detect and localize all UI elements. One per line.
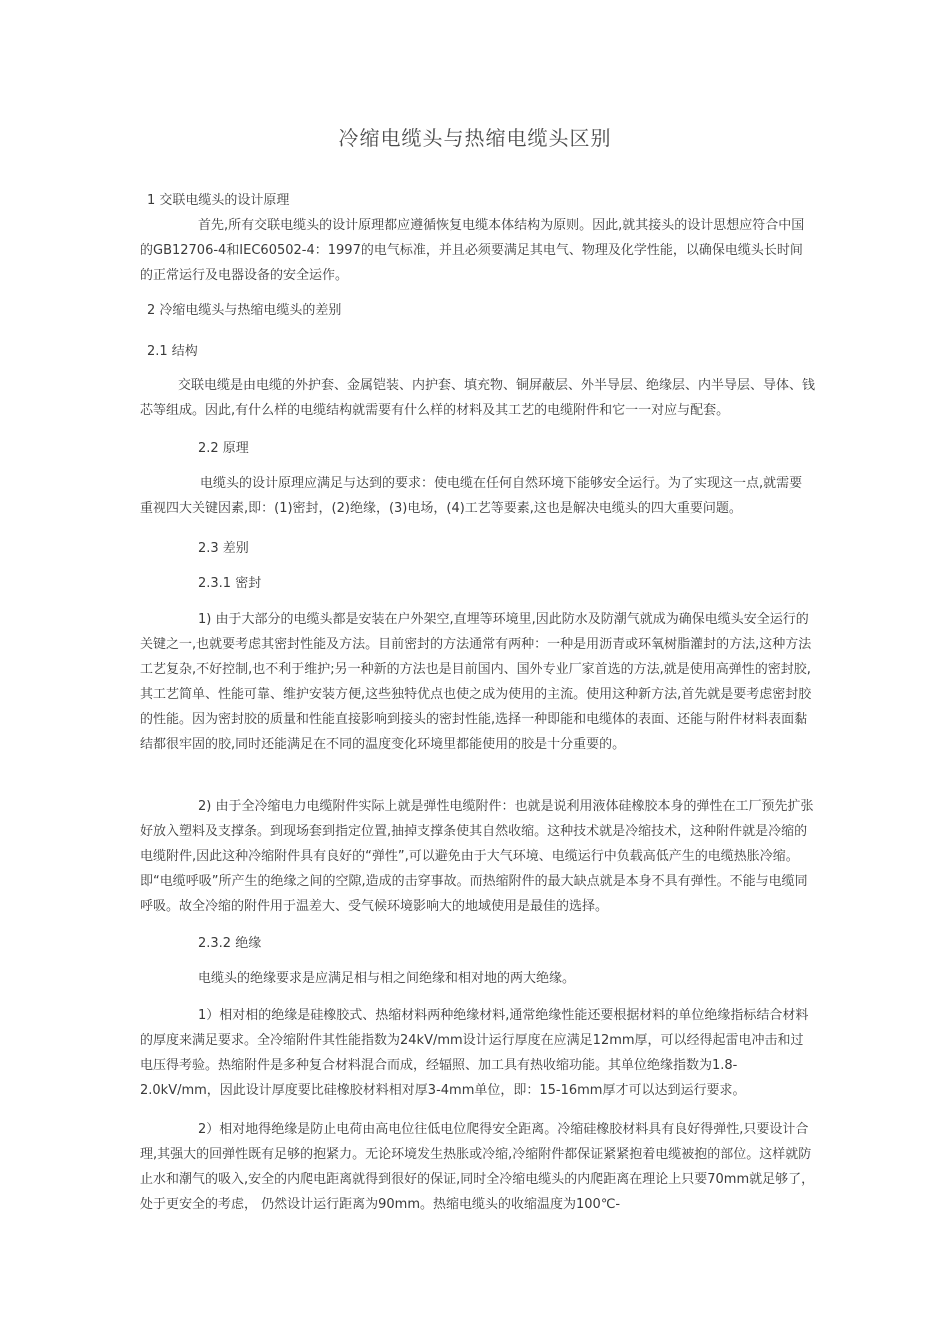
section-2-2-heading: 2.2 原理: [198, 441, 249, 456]
section-2-1-heading: 2.1 结构: [147, 344, 198, 359]
section-2-3-heading: 2.3 差别: [198, 541, 249, 556]
section-2-heading: 2 冷缩电缆头与热缩电缆头的差别: [147, 303, 342, 318]
sealing-paragraph-1: 1) 由于大部分的电缆头都是安装在户外架空,直埋等环境里,因此防水及防潮气就成为确保电缆头安全运行的关键之一,也就要考虑其密封性能及方法。目前密封的方法通常有两种：一种是用沥青或环氧树脂灌封的方法,这种方法工艺复杂,不好控制,也不利于维护;另一种新的方法也是目前国内、国外专业厂家首选的方法,就是使用高弹性的密封胶,其工艺简单、性能可靠、维护安装方便,这些独特优点也使之成为使用的主流。使用这种新方法,首先就是要考虑密封胶的性能。因为密封胶的质量和性能直接影响到接头的密封性能,选择一种即能和电缆体的表面、还能与附件材料表面黏结都很牢固的胶,同时还能满足在不同的温度变化环境里都能使用的胶是十分重要的。: [140, 612, 812, 752]
section-2-1-paragraph: 交联电缆是由电缆的外护套、金属铠装、内护套、填充物、铜屏蔽层、外半导层、绝缘层、内半导层、导体、钱芯等组成。因此,有什么样的电缆结构就需要有什么样的材料及其工艺的电缆附件和它一一对应与配套。: [140, 378, 816, 418]
section-2-3-2-heading: 2.3.2 绝缘: [198, 936, 262, 951]
insulation-paragraph-2: 2）相对地得绝缘是防止电荷由高电位往低电位爬得安全距离。冷缩硅橡胶材料具有良好得弹性,只要设计合理,其强大的回弹性既有足够的抱紧力。无论环境发生热胀或冷缩,冷缩附件都保证紧紧抱着电缆被抱的部位。这样就防止水和潮气的吸入,安全的内爬电距离就得到很好的保证,同时全冷缩电缆头的内爬距离在理论上只要70mm就足够了， 处于更安全的考虑， 仍然设计运行距离为90mm。热缩电缆头的收缩温度为100℃-: [140, 1122, 815, 1212]
section-2-3-1-heading: 2.3.1 密封: [198, 576, 262, 591]
insulation-intro: 电缆头的绝缘要求是应满足相与相之间绝缘和相对地的两大绝缘。: [198, 971, 576, 986]
section-1-heading: 1 交联电缆头的设计原理: [147, 193, 290, 208]
sealing-paragraph-2: 2) 由于全冷缩电力电缆附件实际上就是弹性电缆附件：也就是说利用液体硅橡胶本身的弹性在工厂预先扩张好放入塑料及支撑条。到现场套到指定位置,抽掉支撑条使其自然收缩。这种技术就是冷缩技术，这种附件就是冷缩的电缆附件,因此这种冷缩附件具有良好的“弹性”,可以避免由于大气环境、电缆运行中负载高低产生的电缆热胀冷缩。即“电缆呼吸”所产生的绝缘之间的空隙,造成的击穿事故。而热缩附件的最大缺点就是本身不具有弹性。不能与电缆同呼吸。故全冷缩的附件用于温差大、受气候环境影响大的地域使用是最佳的选择。: [140, 799, 814, 914]
section-2-2-paragraph: 电缆头的设计原理应满足与达到的要求：使电缆在任何自然环境下能够安全运行。为了实现这一点,就需要重视四大关键因素,即：(1)密封，(2)绝缘，(3)电场，(4)工艺等要素,这也是解决电缆头的四大重要问题。: [140, 476, 803, 516]
document-title: 冷缩电缆头与热缩电缆头区别: [338, 126, 612, 150]
insulation-paragraph-1: 1）相对相的绝缘是硅橡胶式、热缩材料两种绝缘材料,通常绝缘性能还要根据材料的单位绝缘指标结合材料的厚度来满足要求。全冷缩附件其性能指数为24kV/mm设计运行厚度在应满足12mm厚，可以经得起雷电冲击和过电压得考验。热缩附件是多种复合材料混合而成，经辐照、加工具有热收缩功能。其单位绝缘指数为1.8-2.0kV/mm，因此设计厚度要比硅橡胶材料相对厚3-4mm单位，即：15-16mm厚才可以达到运行要求。: [140, 1008, 809, 1098]
section-1-paragraph: 首先,所有交联电缆头的设计原理都应遵循恢复电缆本体结构为原则。因此,就其接头的设计思想应符合中国的GB12706-4和IEC60502-4：1997的电气标准，并且必须要满足其电气、物理及化学性能，以确保电缆头长时间的正常运行及电器设备的安全运作。: [140, 218, 805, 283]
